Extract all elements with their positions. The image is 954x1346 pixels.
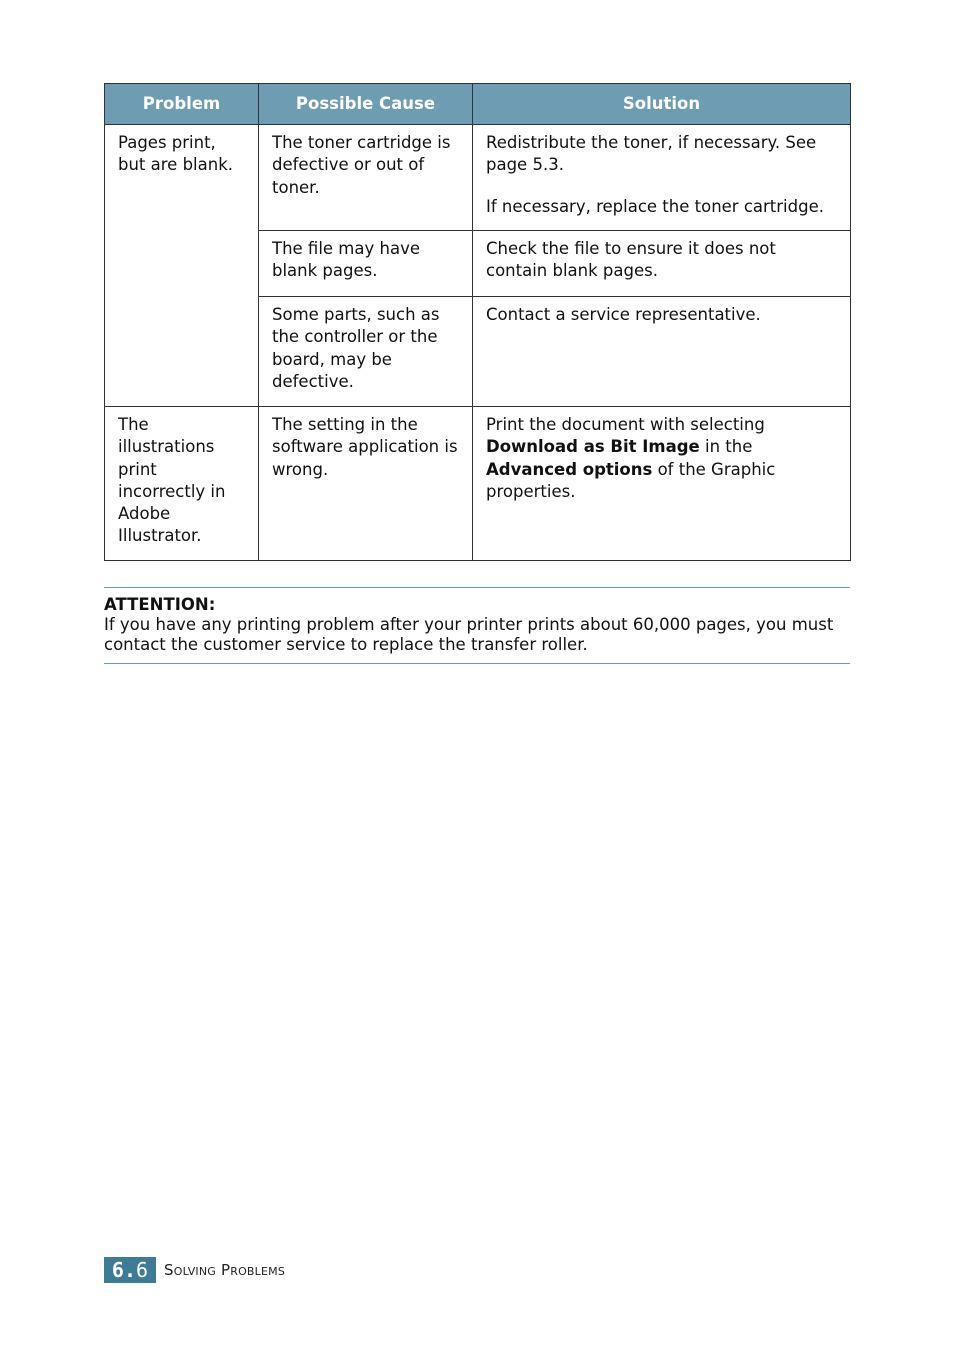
menu-option-name: Download as Bit Image <box>486 437 700 457</box>
cause-cell: The toner cartridge is defective or out of toner. <box>259 125 473 231</box>
header-possible-cause: Possible Cause <box>259 84 473 125</box>
menu-option-name: Advanced options <box>486 459 653 479</box>
table-row <box>105 407 851 561</box>
solution-cell <box>473 125 851 231</box>
solution-text: If necessary, replace the toner cartridge. <box>486 196 824 216</box>
solution-cell: Check the file to ensure it does not contain blank pages. <box>473 231 851 297</box>
cause-cell: Some parts, such as the controller or the board, may be defective. <box>259 297 473 407</box>
troubleshooting-table <box>104 83 851 561</box>
problem-cell: Pages print, but are blank. <box>105 125 259 407</box>
header-problem: Problem <box>105 84 259 125</box>
solution-text: Redistribute the toner, if necessary. See page 5.3. <box>486 133 817 175</box>
table-row <box>105 125 851 231</box>
chapter-number: 6. <box>111 1258 137 1282</box>
section-title: Solving Problems <box>164 1261 286 1279</box>
page-number-badge <box>104 1257 156 1283</box>
solution-text: in the <box>699 437 753 457</box>
page-number: 6 <box>136 1258 149 1282</box>
table-header-row <box>105 84 851 125</box>
attention-note <box>104 587 850 664</box>
attention-title: ATTENTION: <box>104 595 216 614</box>
header-solution: Solution <box>473 84 851 125</box>
solution-text: Print the document with selecting <box>486 415 765 434</box>
attention-text: If you have any printing problem after your printer prints about 60,000 pages, you must contact the customer service to replace the transfer roller. <box>104 615 834 654</box>
solution-text: of the Graphic properties. <box>486 459 776 501</box>
problem-cell: The illustrations print incorrectly in Adobe Illustrator. <box>105 407 259 561</box>
page-footer <box>104 1257 285 1283</box>
cause-cell: The file may have blank pages. <box>259 231 473 297</box>
solution-cell: Contact a service representative. <box>473 297 851 407</box>
cause-cell: The setting in the software application is wrong. <box>259 407 473 561</box>
solution-cell <box>473 407 851 561</box>
